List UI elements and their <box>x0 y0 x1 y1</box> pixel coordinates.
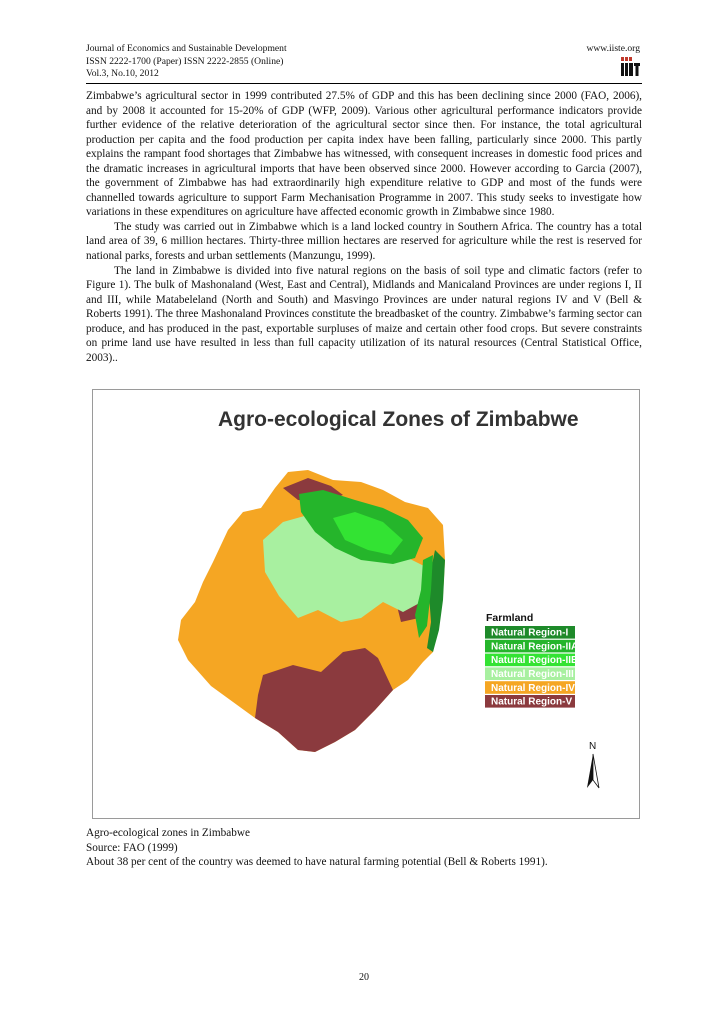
figure-map <box>92 389 640 819</box>
legend-label: Natural Region-I <box>491 627 569 639</box>
caption-source: Source: FAO (1999) <box>86 841 178 854</box>
journal-name: Journal of Economics and Sustainable Development <box>86 43 287 54</box>
caption-note: About 38 per cent of the country was deemed to have natural farming potential (Bell & Roberts 1991). <box>86 856 548 869</box>
legend-label: Natural Region-IV <box>491 682 575 694</box>
figure-caption <box>86 826 642 870</box>
page-number: 20 <box>359 972 369 983</box>
map-svg <box>93 390 639 818</box>
body-text <box>86 89 642 365</box>
paragraph-3: The land in Zimbabwe is divided into five natural regions on the basis of soil type and climatic factors (refer to Figure 1). The bulk of Mashonaland (West, East and Central), Midlands and Manicaland Provinces are under regions I, II and III, while Matabeleland (North and South) and Masvingo Provinces are under natural regions IV and V (Bell & Roberts 1991). The three Mashonaland Provinces constitute the breadbasket of the country. Zimbabwe’s farming sector can produce, and has produced in the past, exportable surpluses of maize and certain other food crops. But severe constraints on prime land use have resulted in less than full capacity utilization of its natural resources (Central Statistical Office, 2003).. <box>86 264 642 364</box>
iiste-logo <box>619 56 641 78</box>
caption-title: Agro-ecological zones in Zimbabwe <box>86 827 251 839</box>
journal-header <box>86 43 642 81</box>
north-label: N <box>589 741 597 752</box>
legend-label: Natural Region-IIA <box>491 641 579 653</box>
legend <box>485 626 578 708</box>
issn-line: ISSN 2222-1700 (Paper) ISSN 2222-2855 (Online) <box>86 55 284 67</box>
volume-line: Vol.3, No.10, 2012 <box>86 68 159 80</box>
paragraph-1: Zimbabwe’s agricultural sector in 1999 contributed 27.5% of GDP and this has been declining since 2000 (FAO, 2006), and by 2008 it accounted for 15-20% of GDP (WFP, 2009). Various other agricultural performance indicators provide further evidence of the relative deterioration of the agricultural sector since then. For instance, the total agricultural production per capita and the food production per capita index have been falling, particularly since 2000. This partly explains the rampant food shortages that Zimbabwe has witnessed, with consequent increases in domestic food prices and the dramatic increases in agricultural imports that have been observed since 2000. However according to Garcia (2007), the government of Zimbabwe has had extraordinarily high expenditure relative to GDP and most of the funds were channelled towards agriculture to support Farm Mechanisation Programme in 2007. This study seeks to investigate how variations in these expenditures on agriculture have affected economic growth in Zimbabwe since 1980. <box>86 90 642 219</box>
legend-label: Natural Region-IIB <box>491 655 579 667</box>
legend-label: Natural Region-III <box>491 669 574 680</box>
figure-title: Agro-ecological Zones of Zimbabwe <box>218 408 579 431</box>
paragraph-2: The study was carried out in Zimbabwe which is a land locked country in Southern Africa. The country has a total land area of 39, 6 million hectares. Thirty-three million hectares are reserved for agriculture while the rest is reserved for national parks, forests and urban settlements (Manzungu, 1999). <box>86 220 642 263</box>
legend-title: Farmland <box>486 612 534 624</box>
north-arrow-icon <box>587 741 599 788</box>
journal-url[interactable]: www.iiste.org <box>586 43 640 54</box>
header-rule <box>86 83 642 84</box>
legend-label: Natural Region-V <box>491 696 573 708</box>
